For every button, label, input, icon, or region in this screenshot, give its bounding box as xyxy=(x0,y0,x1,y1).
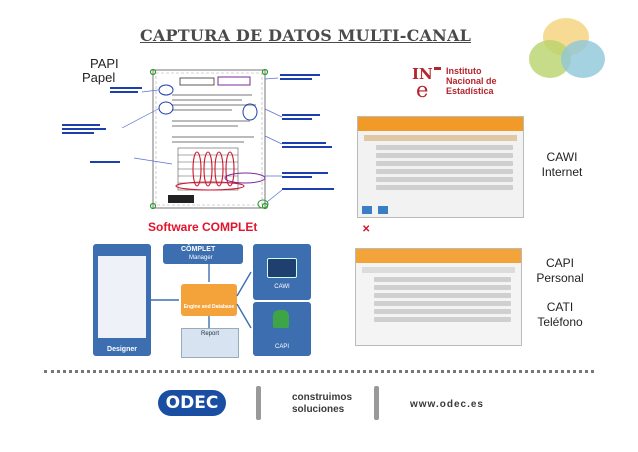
cawi-header-bar xyxy=(358,117,523,131)
capi-option xyxy=(374,285,511,290)
questionnaire-scan-image xyxy=(60,64,350,212)
cawi-question-bar xyxy=(364,135,517,141)
capi-option xyxy=(374,301,511,306)
cawi-option xyxy=(376,177,513,182)
cawi-option xyxy=(376,153,513,158)
cawi-option xyxy=(376,185,513,190)
svg-text:IN: IN xyxy=(412,65,433,83)
capi-name: Personal xyxy=(536,271,584,285)
complet-brand: CÔMPLET xyxy=(181,246,216,253)
footer-separator xyxy=(374,386,379,420)
odec-logo: ODEC xyxy=(158,390,226,416)
page-title: CAPTURA DE DATOS MULTI-CANAL xyxy=(140,26,472,45)
capi-code: CAPI xyxy=(545,256,574,270)
engine-label: Engine and Database xyxy=(183,304,235,310)
capi-label xyxy=(532,256,588,286)
cawi-nav-icons: ✕ xyxy=(362,201,402,211)
tagline-line-2: soluciones xyxy=(292,404,345,415)
capi-option xyxy=(374,317,511,322)
complet-capi-label: CAPI xyxy=(274,344,289,350)
ine-logo xyxy=(412,64,442,103)
report-label: Report xyxy=(200,331,219,337)
complet-arrows xyxy=(93,244,311,358)
cawi-option xyxy=(376,161,513,166)
ine-name xyxy=(446,66,497,96)
paper-questionnaire-diagram xyxy=(60,64,350,212)
software-complet-label: Software COMPLEt xyxy=(148,220,258,234)
cawi-code: CAWI xyxy=(546,150,578,164)
cati-label xyxy=(532,300,588,330)
ine-emblem xyxy=(412,64,442,98)
capi-question xyxy=(362,267,515,273)
cati-name: Teléfono xyxy=(537,315,583,329)
papi-label: PAPI xyxy=(90,56,119,71)
footer-separator xyxy=(256,386,261,420)
tagline-line-1: construimos xyxy=(292,392,353,403)
papel-label: Papel xyxy=(82,70,116,85)
cawi-option xyxy=(376,145,513,150)
manager-label: Manager xyxy=(189,255,213,261)
designer-label: Designer xyxy=(107,346,137,353)
footer-url[interactable]: www.odec.es xyxy=(410,399,484,410)
capi-option xyxy=(374,293,511,298)
cawi-option xyxy=(376,169,513,174)
section-divider xyxy=(44,370,594,373)
ine-line-1: Instituto xyxy=(446,66,482,76)
venn-circle-right xyxy=(561,40,605,78)
cati-code: CATI xyxy=(546,300,574,314)
cawi-label xyxy=(540,150,584,180)
complet-software-diagram xyxy=(93,244,311,358)
complet-cawi-label: CAWI xyxy=(274,284,290,290)
ine-line-2: Nacional de xyxy=(446,76,497,86)
capi-toolbar xyxy=(356,249,521,263)
ine-line-3: Estadística xyxy=(446,86,494,96)
venn-diagram xyxy=(525,18,607,80)
capi-option xyxy=(374,309,511,314)
capi-screenshot xyxy=(355,248,522,346)
svg-text:e: e xyxy=(416,78,429,98)
cawi-name: Internet xyxy=(541,165,583,179)
capi-option xyxy=(374,277,511,282)
footer-tagline xyxy=(292,392,352,416)
cawi-screenshot xyxy=(357,116,524,235)
